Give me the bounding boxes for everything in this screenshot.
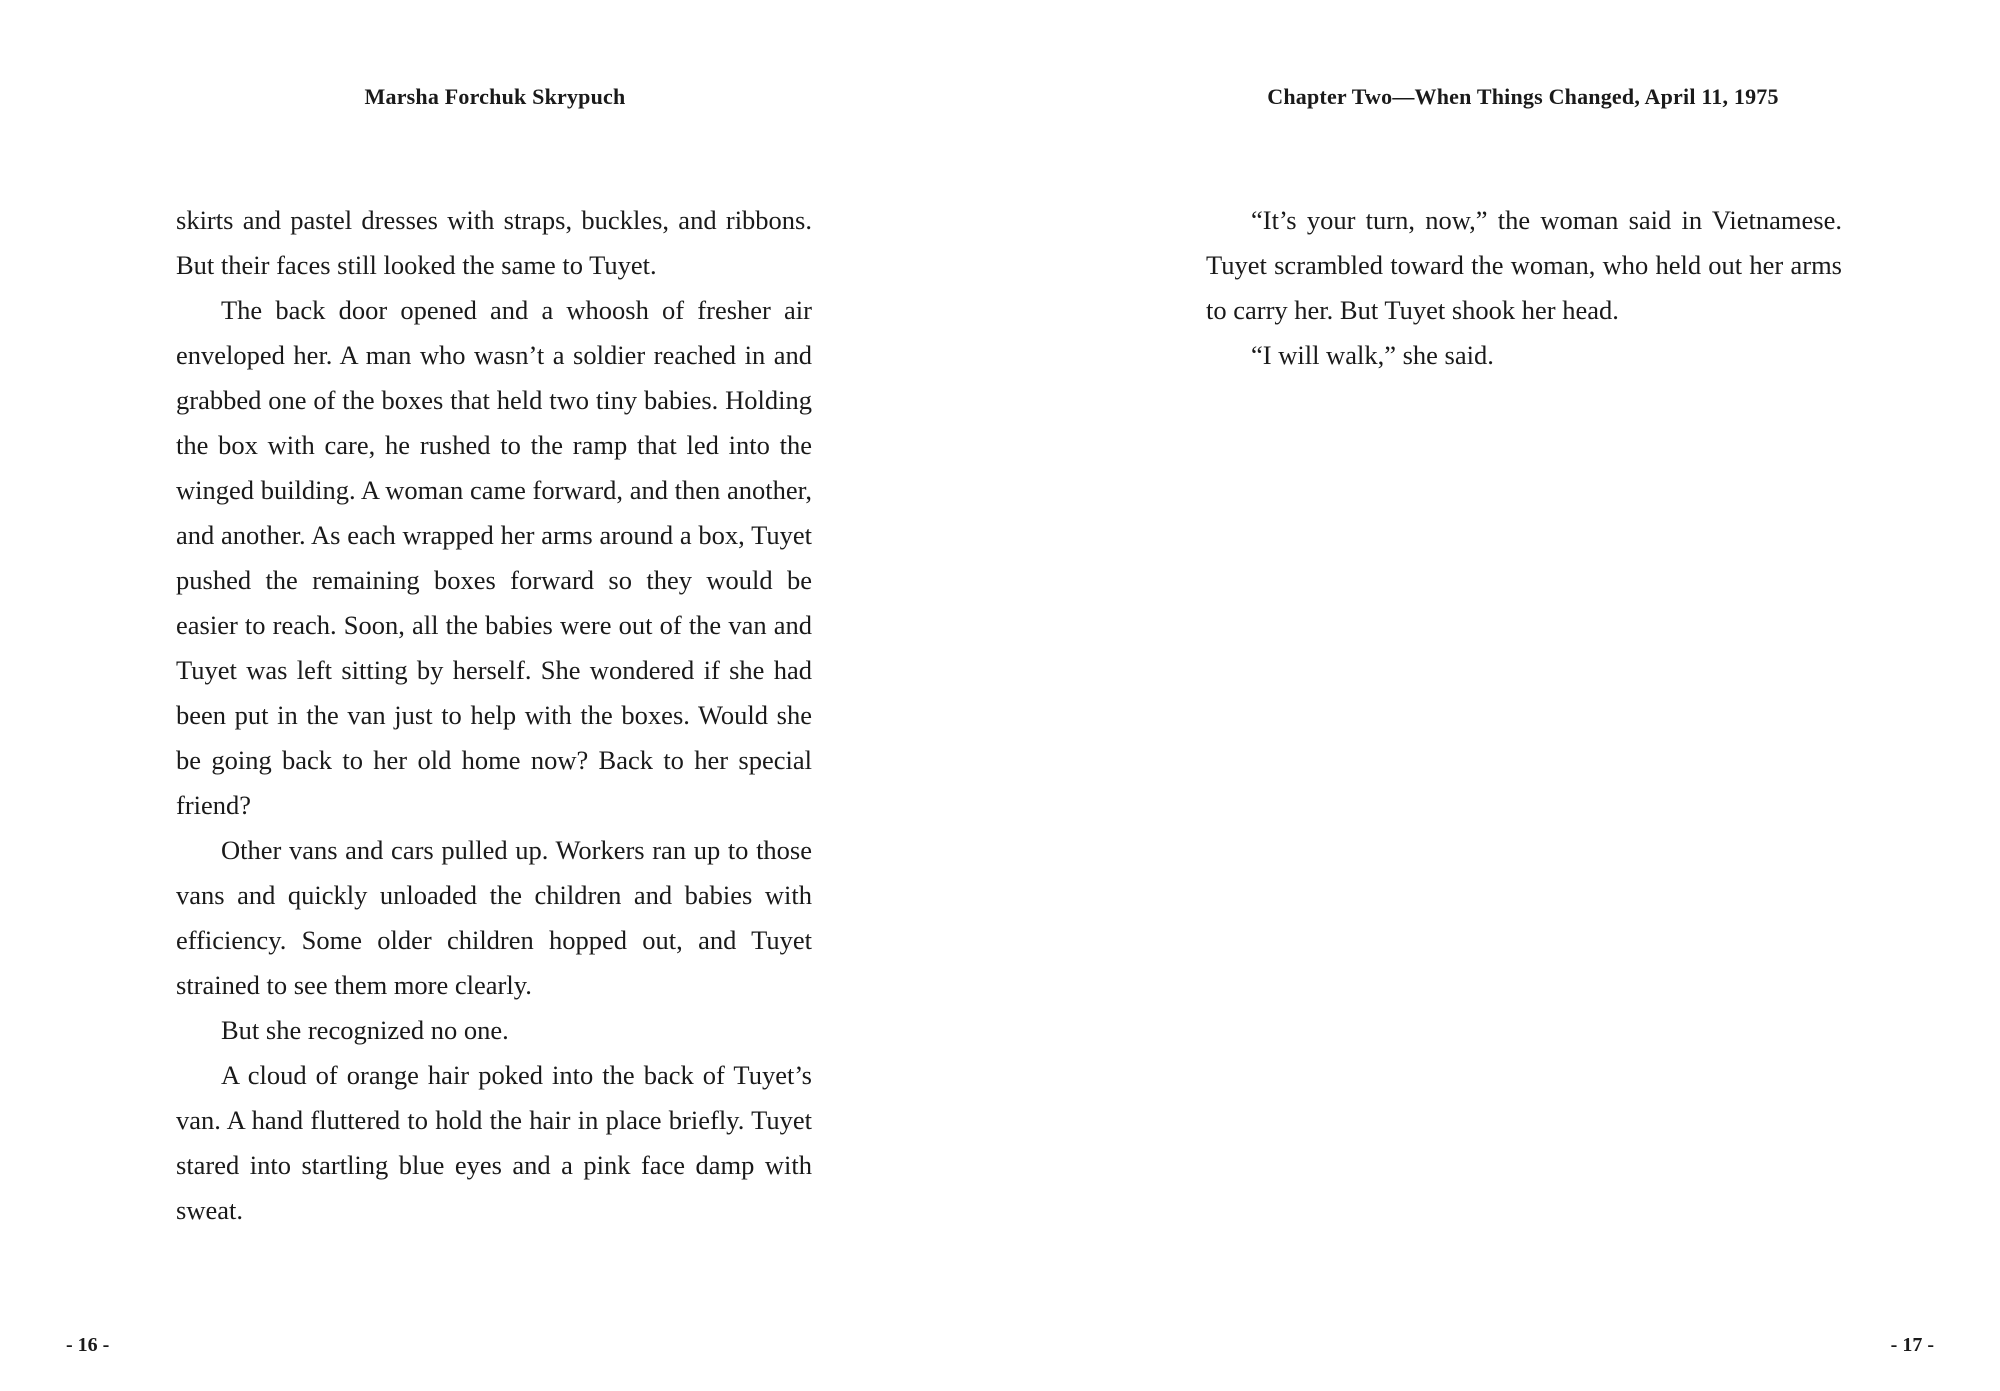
running-head-author: Marsha Forchuk Skrypuch	[364, 84, 626, 109]
paragraph: “I will walk,” she said.	[1251, 340, 1494, 370]
paragraph: “It’s your turn, now,” the woman said in Vietnamese. Tuyet scrambled toward the woman, who held out her arms to carry her. But Tuyet shook her head.	[1206, 205, 1842, 325]
right-page	[1000, 0, 2000, 1391]
paragraph: Other vans and cars pulled up. Workers ran up to those vans and quickly unloaded the children and babies with efficiency. Some older children hopped out, and Tuyet strained to see them more clearly.	[176, 835, 812, 1000]
paragraph: But she recognized no one.	[221, 1015, 509, 1045]
running-head-chapter: Chapter Two—When Things Changed, April 11, 1975	[1267, 84, 1779, 109]
paragraph: A cloud of orange hair poked into the back of Tuyet’s van. A hand fluttered to hold the hair in place briefly. Tuyet stared into startling blue eyes and a pink face damp with sweat.	[176, 1060, 812, 1225]
body-text	[1206, 198, 1842, 378]
page-number: - 16 -	[66, 1334, 110, 1356]
page-number: - 17 -	[1890, 1334, 1934, 1356]
paragraph: The back door opened and a whoosh of fresher air enveloped her. A man who wasn’t a soldier reached in and grabbed one of the boxes that held two tiny babies. Holding the box with care, he rushed to the ramp that led into the winged building. A woman came forward, and then another, and another. As each wrapped her arms around a box, Tuyet pushed the remaining boxes forward so they would be easier to reach. Soon, all the babies were out of the van and Tuyet was left sitting by herself. She wondered if she had been put in the van just to help with the boxes. Would she be going back to her old home now? Back to her special friend?	[176, 295, 812, 820]
paragraph: skirts and pastel dresses with straps, buckles, and ribbons. But their faces still looked the same to Tuyet.	[176, 205, 812, 280]
body-text	[176, 198, 812, 1233]
